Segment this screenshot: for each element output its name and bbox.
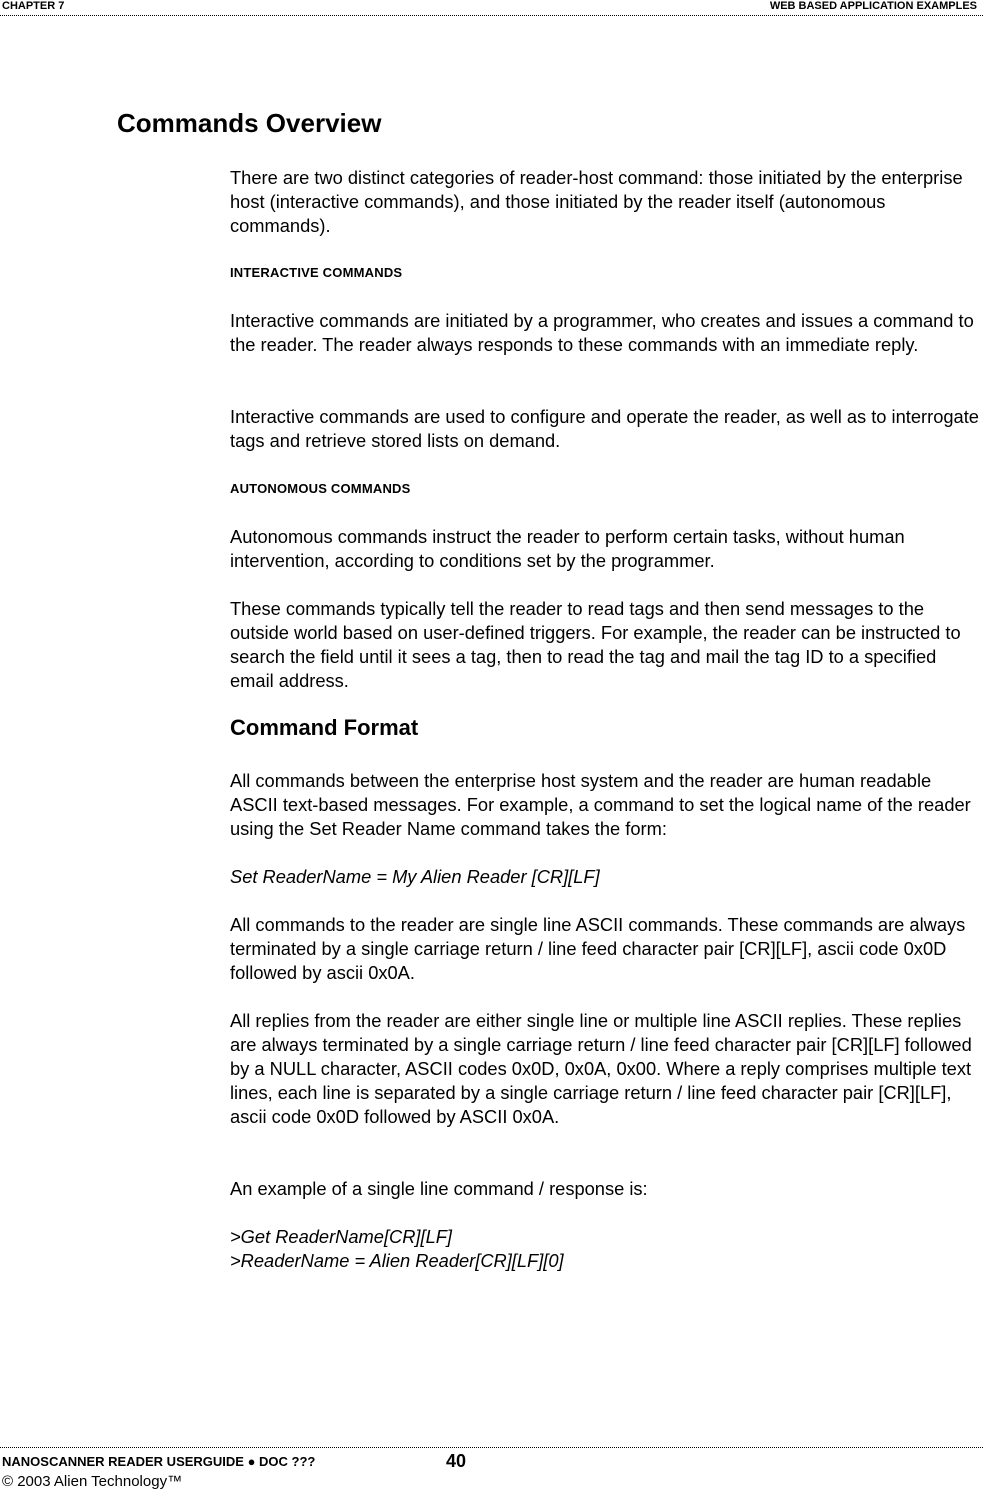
intro-paragraph: There are two distinct categories of reader-host command: those initiated by the enterprise host (interactive commands), and those initiated by the reader itself (autonomous commands). [230, 167, 963, 236]
footer-divider [0, 1447, 983, 1448]
interactive-paragraph-2: Interactive commands are used to configure and operate the reader, as well as to interrogate tags and retrieve stored lists on demand. [230, 406, 979, 451]
format-paragraph-4: An example of a single line command / response is: [230, 1178, 648, 1199]
format-paragraph-3: All replies from the reader are either single line or multiple line ASCII replies. These replies are always terminated by a single carriage return / line feed character pair [CR][LF] followed by a NULL character, ASCII codes 0x0D, 0x0A, 0x00. Where a reply comprises multiple text lines, each line is separated by a single carriage return / line feed character pair [CR][LF], ascii code 0x0D followed by ASCII 0x0A. [230, 1010, 972, 1127]
interactive-commands-heading: INTERACTIVE COMMANDS [230, 265, 403, 280]
footer-document-title: NANOSCANNER READER USERGUIDE ● DOC ??? [2, 1454, 316, 1469]
autonomous-paragraph-2: These commands typically tell the reader to read tags and then send messages to the outside world based on user-defined triggers. For example, the reader can be instructed to search the field until it sees a tag, then to read the tag and mail the tag ID to a specified email address. [230, 598, 961, 691]
command-format-heading: Command Format [230, 715, 419, 740]
autonomous-commands-heading: AUTONOMOUS COMMANDS [230, 481, 411, 496]
page-number: 40 [446, 1451, 467, 1471]
header-divider [0, 15, 983, 16]
format-paragraph-1: All commands between the enterprise host system and the reader are human readable ASCII text-based messages. For example, a command to set the logical name of the reader using the Set Reader Name command takes the form: [230, 770, 971, 839]
set-readername-example: Set ReaderName = My Alien Reader [CR][LF] [230, 866, 600, 887]
interactive-paragraph-1: Interactive commands are initiated by a programmer, who creates and issues a command to the reader. The reader always responds to these commands with an immediate reply. [230, 310, 974, 355]
page-title: Commands Overview [117, 108, 382, 138]
example-response-line: >ReaderName = Alien Reader[CR][LF][0] [230, 1250, 564, 1271]
footer-copyright: © 2003 Alien Technology™ [2, 1473, 183, 1490]
autonomous-paragraph-1: Autonomous commands instruct the reader to perform certain tasks, without human intervention, according to conditions set by the programmer. [230, 526, 905, 571]
format-paragraph-2: All commands to the reader are single line ASCII commands. These commands are always terminated by a single carriage return / line feed character pair [CR][LF], ascii code 0x0D followed by ascii 0x0A. [230, 914, 966, 983]
header-chapter: CHAPTER 7 [2, 0, 65, 12]
example-command-line: >Get ReaderName[CR][LF] [230, 1226, 452, 1247]
header-section-title: WEB BASED APPLICATION EXAMPLES [769, 0, 977, 12]
